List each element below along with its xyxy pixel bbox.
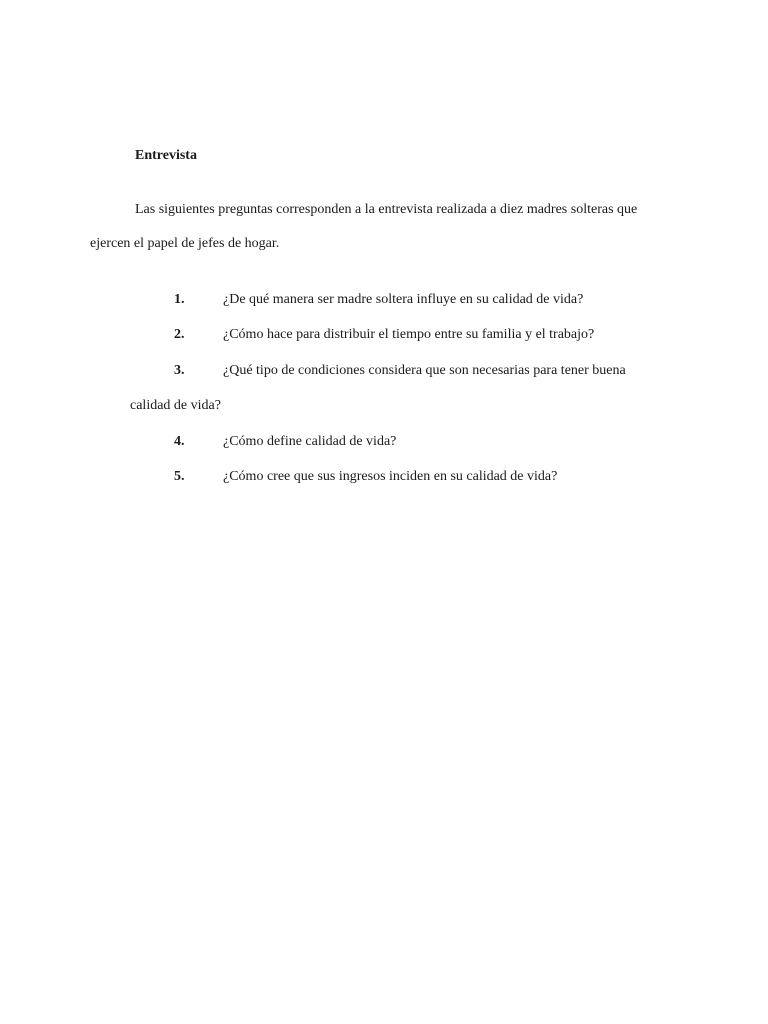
intro-paragraph-line-1: Las siguientes preguntas corresponden a la entrevista realizada a diez madres solteras que bbox=[135, 202, 638, 217]
question-number: 5. bbox=[174, 469, 185, 484]
question-number: 2. bbox=[174, 327, 185, 342]
document-heading: Entrevista bbox=[135, 148, 197, 163]
question-text: ¿Cómo define calidad de vida? bbox=[223, 434, 397, 449]
intro-paragraph-line-2: ejercen el papel de jefes de hogar. bbox=[90, 236, 280, 251]
question-text: ¿Cómo cree que sus ingresos inciden en su calidad de vida? bbox=[223, 469, 558, 484]
question-text: ¿Cómo hace para distribuir el tiempo entre su familia y el trabajo? bbox=[223, 327, 595, 342]
question-number: 1. bbox=[174, 292, 185, 307]
question-text: ¿Qué tipo de condiciones considera que son necesarias para tener buena bbox=[223, 363, 626, 378]
question-number: 4. bbox=[174, 434, 185, 449]
question-text: ¿De qué manera ser madre soltera influye en su calidad de vida? bbox=[223, 292, 584, 307]
question-text-continuation: calidad de vida? bbox=[130, 398, 221, 413]
question-number: 3. bbox=[174, 363, 185, 378]
